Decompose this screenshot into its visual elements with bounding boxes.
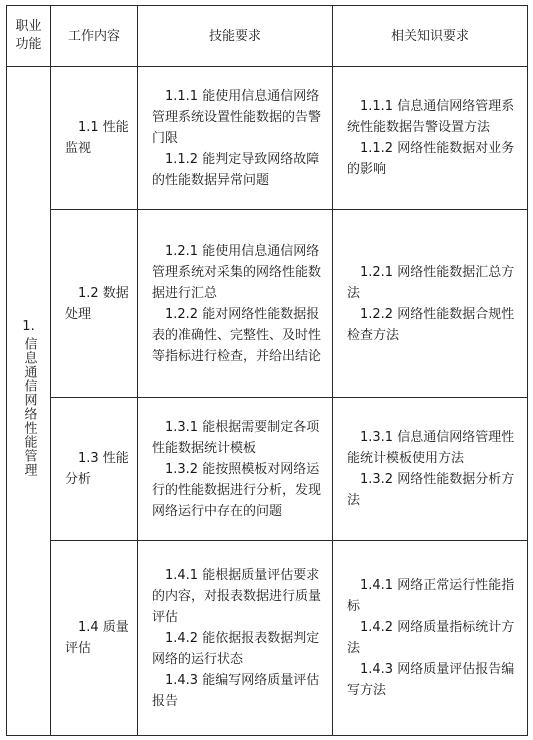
skill-cell — [138, 67, 333, 210]
knowledge-cell — [333, 210, 528, 398]
work-label: 1.3 性能分析 — [65, 451, 129, 487]
work-label: 1.4 质量评估 — [65, 620, 129, 656]
knowledge-item: 1.3.2 网络性能数据分析方法 — [347, 472, 515, 508]
skill-item: 1.2.1 能使用信息通信网络管理系统对采集的网络性能数据进行汇总 — [152, 243, 322, 301]
knowledge-cell — [333, 67, 528, 210]
header-knowledge-requirements: 相关知识要求 — [333, 6, 528, 67]
table-row — [7, 210, 528, 398]
skill-item: 1.2.2 能对网络性能数据报表的准确性、完整性、及时性等指标进行检查，并给出结论 — [152, 306, 322, 364]
skill-item: 1.4.2 能依据报表数据判定网络的运行状态 — [152, 630, 320, 667]
knowledge-item: 1.2.1 网络性能数据汇总方法 — [347, 264, 515, 301]
work-cell — [51, 398, 138, 541]
function-number: 1. — [22, 318, 35, 334]
skill-cell — [138, 398, 333, 541]
header-function-line2: 功能 — [15, 37, 42, 52]
skill-item: 1.4.3 能编写网络质量评估报告 — [152, 672, 320, 709]
skill-item: 1.3.1 能根据需要制定各项性能数据统计模板 — [152, 419, 320, 456]
table-row — [7, 67, 528, 210]
skill-item: 1.1.1 能使用信息通信网络管理系统设置性能数据的告警门限 — [152, 88, 322, 146]
work-cell — [51, 541, 138, 736]
table-row — [7, 541, 528, 736]
skill-cell — [138, 541, 333, 736]
header-function-line1: 职业 — [15, 19, 42, 34]
skill-item: 1.3.2 能按照模板对网络运行的性能数据进行分析，发现网络运行中存在的问题 — [152, 461, 322, 519]
knowledge-item: 1.1.1 信息通信网络管理系统性能数据告警设置方法 — [347, 99, 515, 135]
header-skill-requirements: 技能要求 — [138, 6, 333, 67]
knowledge-item: 1.2.2 网络性能数据合规性检查方法 — [347, 306, 515, 343]
skill-item: 1.4.1 能根据质量评估要求的内容，对报表数据进行质量评估 — [152, 567, 322, 625]
work-label: 1.1 性能监视 — [65, 120, 129, 156]
work-cell — [51, 210, 138, 398]
knowledge-item: 1.3.1 信息通信网络管理性能统计模板使用方法 — [347, 430, 515, 466]
work-label: 1.2 数据处理 — [65, 285, 129, 322]
function-cell — [7, 67, 51, 736]
header-work-content: 工作内容 — [51, 6, 138, 67]
skill-cell — [138, 210, 333, 398]
function-name: 信息通信网络性能管理 — [21, 336, 37, 477]
table-row — [7, 398, 528, 541]
skill-item: 1.1.2 能判定导致网络故障的性能数据异常问题 — [152, 151, 320, 188]
header-function — [7, 6, 51, 67]
knowledge-cell — [333, 541, 528, 736]
knowledge-item: 1.1.2 网络性能数据对业务的影响 — [347, 141, 515, 177]
work-cell — [51, 67, 138, 210]
knowledge-item: 1.4.3 网络质量评估报告编写方法 — [347, 662, 515, 698]
knowledge-item: 1.4.2 网络质量指标统计方法 — [347, 620, 515, 656]
knowledge-cell — [333, 398, 528, 541]
competency-table — [6, 5, 528, 736]
header-row — [7, 6, 528, 67]
knowledge-item: 1.4.1 网络正常运行性能指标 — [347, 578, 515, 614]
